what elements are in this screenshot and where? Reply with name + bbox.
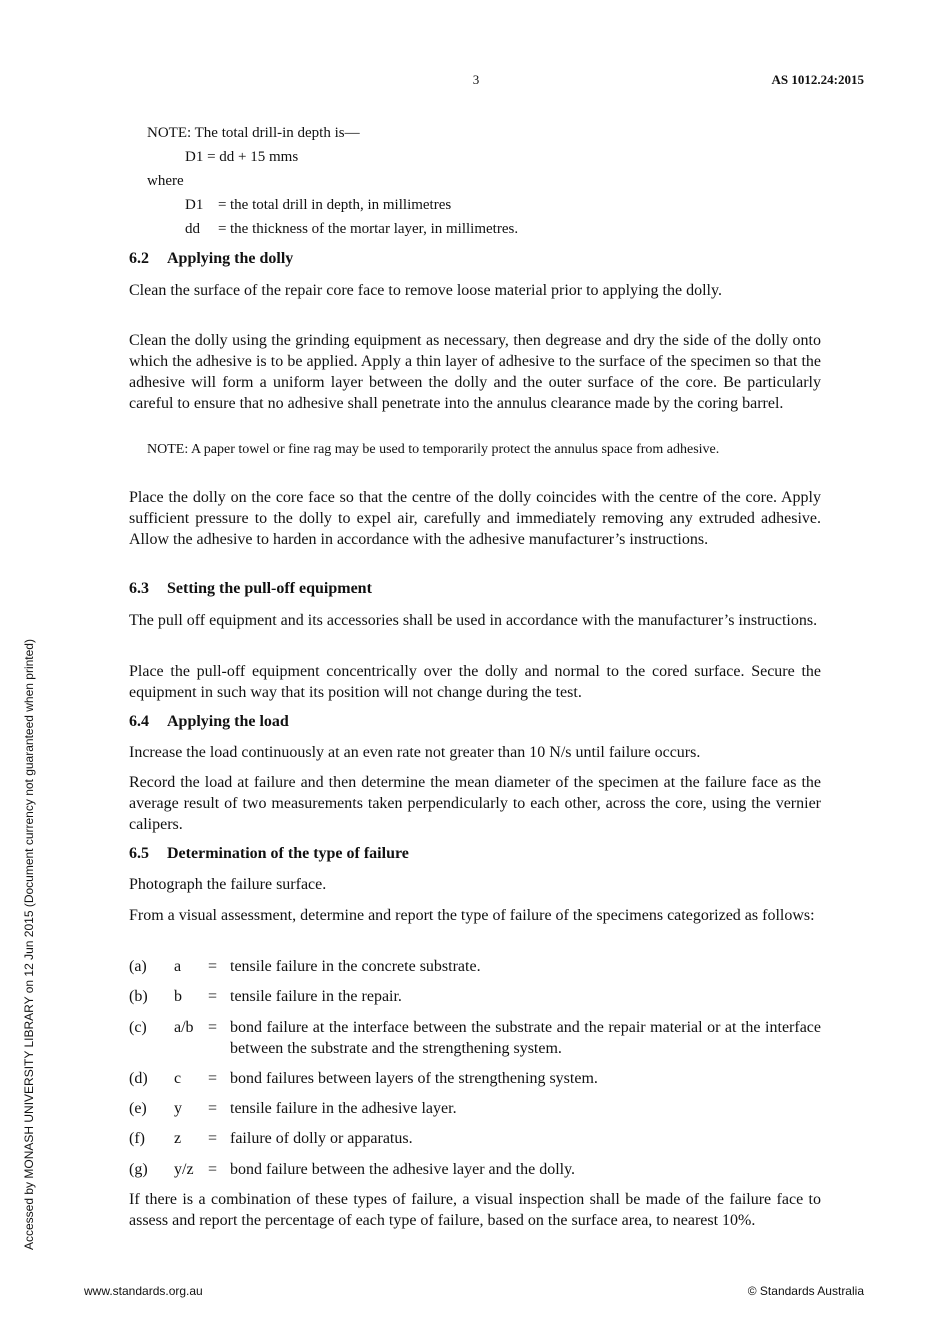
section-heading-6-3 — [129, 580, 372, 598]
item-label: (a) — [129, 958, 147, 975]
item-text: bond failure between the adhesive layer and the dolly. — [230, 1161, 576, 1178]
item-text: tensile failure in the adhesive layer. — [230, 1100, 457, 1117]
note-intro: NOTE: The total drill-in depth is— — [147, 125, 360, 141]
list-item — [129, 1017, 821, 1059]
paragraph: Record the load at failure and then determine the mean diameter of the specimen at the failure face as the average result of two measurements taken perpendicularly to each other, across the core, using the vernier calipers. — [129, 774, 821, 833]
section-number: 6.3 — [129, 580, 149, 597]
item-symbol: a — [174, 958, 182, 975]
paragraph: Clean the dolly using the grinding equipment as necessary, then degrease and dry the side of the dolly onto which the adhesive is to be applied. Apply a thin layer of adhesive to the surface of the specimen so that the adhesive will form a uniform layer between the dolly and the outer surface of the core. Be particularly careful to ensure that no adhesive shall penetrate into the annulus clearance made by the coring barrel. — [129, 332, 821, 412]
list-item — [129, 986, 821, 1007]
footer-copyright: © Standards Australia — [747, 1284, 864, 1298]
def-equals: = — [218, 197, 227, 213]
item-symbol: b — [174, 988, 182, 1005]
paragraph: Place the pull-off equipment concentrically over the dolly and normal to the cored surface. Secure the equipment in such way that its position will not change during the test. — [129, 663, 821, 701]
item-symbol: a/b — [174, 1019, 194, 1036]
page-number: 3 — [472, 72, 480, 87]
item-equals: = — [208, 1070, 218, 1087]
item-equals: = — [208, 1019, 218, 1036]
paragraph: Increase the load continuously at an even rate not greater than 10 N/s until failure occurs. — [129, 744, 701, 761]
item-symbol: c — [174, 1070, 182, 1087]
note-formula: D1 = dd + 15 mms — [185, 149, 299, 165]
list-item — [129, 956, 821, 977]
note: NOTE: A paper towel or fine rag may be used to temporarily protect the annulus space from adhesive. — [147, 442, 720, 457]
standard-designation: AS 1012.24:2015 — [771, 72, 864, 87]
section-title: Applying the load — [167, 713, 289, 730]
def-text: the thickness of the mortar layer, in millimetres. — [230, 221, 519, 237]
item-label: (f) — [129, 1130, 145, 1147]
section-number: 6.5 — [129, 845, 149, 862]
item-text: bond failure at the interface between the substrate and the repair material or at the interface between the substrate and the strengthening system. — [230, 1019, 821, 1057]
section-heading-6-5 — [129, 845, 409, 863]
item-symbol: z — [174, 1130, 182, 1147]
item-equals: = — [208, 1161, 218, 1178]
note-where: where — [147, 173, 184, 189]
paragraph: Place the dolly on the core face so that the centre of the dolly coincides with the centre of the core. Apply sufficient pressure to the dolly to expel air, carefully and immediately removing any extruded adhesive. Allow the adhesive to harden in accordance with the adhesive manufacturer’s instructions. — [129, 489, 821, 548]
item-symbol: y — [174, 1100, 182, 1117]
list-item — [129, 1068, 821, 1089]
item-text: tensile failure in the repair. — [230, 988, 402, 1005]
def-symbol: D1 — [185, 197, 204, 213]
def-equals: = — [218, 221, 227, 237]
list-item — [129, 1128, 821, 1149]
def-text: the total drill in depth, in millimetres — [230, 197, 452, 213]
paragraph: The pull off equipment and its accessories shall be used in accordance with the manufacturer’s instructions. — [129, 612, 818, 629]
section-number: 6.4 — [129, 713, 149, 730]
def-symbol: dd — [185, 221, 200, 237]
paragraph: From a visual assessment, determine and report the type of failure of the specimens categorized as follows: — [129, 907, 815, 924]
item-text: tensile failure in the concrete substrate. — [230, 958, 481, 975]
item-text: failure of dolly or apparatus. — [230, 1130, 413, 1147]
footer-website: www.standards.org.au — [84, 1284, 203, 1298]
paragraph: If there is a combination of these types of failure, a visual inspection shall be made of the failure face to assess and report the percentage of each type of failure, based on the surface area, to nearest 10%. — [129, 1191, 821, 1229]
section-heading-6-4 — [129, 713, 289, 731]
paragraph: Clean the surface of the repair core face to remove loose material prior to applying the dolly. — [129, 282, 722, 299]
def-row — [185, 217, 519, 241]
item-label: (c) — [129, 1019, 147, 1036]
section-title: Determination of the type of failure — [167, 845, 409, 862]
item-label: (d) — [129, 1070, 148, 1087]
def-row — [185, 193, 452, 217]
section-title: Applying the dolly — [167, 250, 294, 267]
item-equals: = — [208, 1100, 218, 1117]
item-equals: = — [208, 988, 218, 1005]
section-title: Setting the pull-off equipment — [167, 580, 372, 597]
item-text: bond failures between layers of the strengthening system. — [230, 1070, 598, 1087]
section-heading-6-2 — [129, 250, 293, 268]
item-label: (e) — [129, 1100, 147, 1117]
paragraph: Photograph the failure surface. — [129, 876, 327, 893]
access-watermark: Accessed by MONASH UNIVERSITY LIBRARY on 12 Jun 2015 (Document currency not guaranteed when printed) — [22, 639, 36, 1250]
list-item — [129, 1159, 821, 1180]
item-label: (g) — [129, 1161, 148, 1178]
section-number: 6.2 — [129, 250, 149, 267]
item-symbol: y/z — [174, 1161, 194, 1178]
item-label: (b) — [129, 988, 148, 1005]
item-equals: = — [208, 958, 218, 975]
list-item — [129, 1098, 821, 1119]
item-equals: = — [208, 1130, 218, 1147]
